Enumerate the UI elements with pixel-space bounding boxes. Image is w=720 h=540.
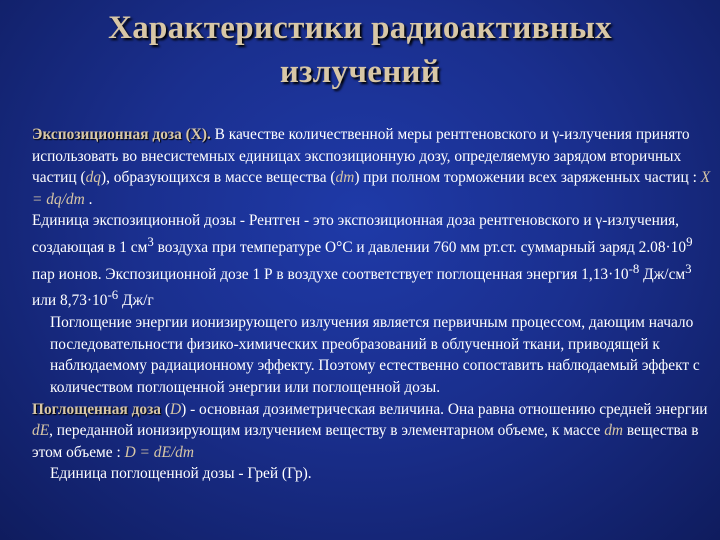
- title-line-1: Характеристики радиоактивных: [108, 10, 612, 46]
- p2-text-c: пар ионов. Экспозиционной дозе 1 Р в воздухе соответствует поглощенная энергия 1,13·10: [32, 265, 629, 283]
- p2-text-f: Дж/г: [118, 292, 154, 310]
- p1-dq: dq: [85, 169, 101, 187]
- paragraph-energy-absorption: Поглощение энергии ионизирующего излучения является первичным процессом, дающим начало последовательности физико-химических преобразований в облученной ткани, приводящей к наблюдаемому радиационному эффекту. Поэтому естественно сопоставить наблюдаемый эффект с количеством поглощенной энергии или поглощенной дозы.: [50, 314, 700, 396]
- p2-text-b: воздуха при температуре О°С и давлении 760 мм рт.ст. суммарный заряд 2.08·10: [153, 239, 687, 257]
- paragraph-absorbed-dose: [14, 399, 714, 464]
- p1-text-b: ), образующихся в массе вещества (: [100, 169, 336, 187]
- p4-text-a: (: [161, 400, 170, 418]
- paragraph-roentgen-unit: [14, 210, 714, 312]
- p2-text-d: Дж/см: [639, 265, 686, 283]
- p2-sup-1: 3: [147, 234, 154, 249]
- p2-sup-5: -6: [107, 288, 119, 303]
- formula-exposure: X = dq/dm: [32, 169, 711, 208]
- p4-text-b: ) - основная дозиметрическая величина. Она равна отношению средней энергии: [181, 400, 708, 418]
- p2-sup-4: 3: [685, 261, 692, 276]
- slide-body: [14, 124, 714, 485]
- p2-text-a: Единица экспозиционной дозы - Рентген - это экспозиционная доза рентгеновского и γ-излучения, создающая в 1 см: [32, 212, 680, 257]
- p1-text-a: В качестве количественной меры рентгеновского и γ-излучения принято использовать во внесистемных единицах экспозиционную дозу, определяемую зарядом вторичных частиц (: [32, 126, 690, 187]
- p1-text-d: .: [84, 190, 93, 208]
- slide-title: [0, 6, 720, 94]
- p2-sup-2: 9: [686, 234, 693, 249]
- term-exposure-dose: Экспозиционная доза (X).: [32, 126, 211, 143]
- title-line-2: излучений: [279, 54, 441, 90]
- p1-text-c: ) при полном торможении всех заряженных частиц :: [354, 169, 701, 187]
- p4-text-c: , переданной ионизирующим излучением веществу в элементарном объеме, к массе: [49, 422, 605, 440]
- p1-dm: dm: [335, 169, 355, 187]
- p4-dm: dm: [604, 422, 624, 440]
- p2-text-e: или 8,73·10: [32, 292, 108, 310]
- p2-sup-3: -8: [628, 261, 640, 276]
- p4-text-d: вещества в этом объеме :: [32, 422, 699, 461]
- p4-dE: dE: [32, 422, 50, 440]
- formula-absorbed: D = dE/dm: [124, 443, 194, 461]
- paragraph-gray-unit: Единица поглощенной дозы - Грей (Гр).: [50, 465, 312, 483]
- term-absorbed-dose: Поглощенная доза: [32, 400, 161, 418]
- paragraph-exposure-dose: [14, 124, 714, 210]
- p4-D: D: [169, 400, 182, 418]
